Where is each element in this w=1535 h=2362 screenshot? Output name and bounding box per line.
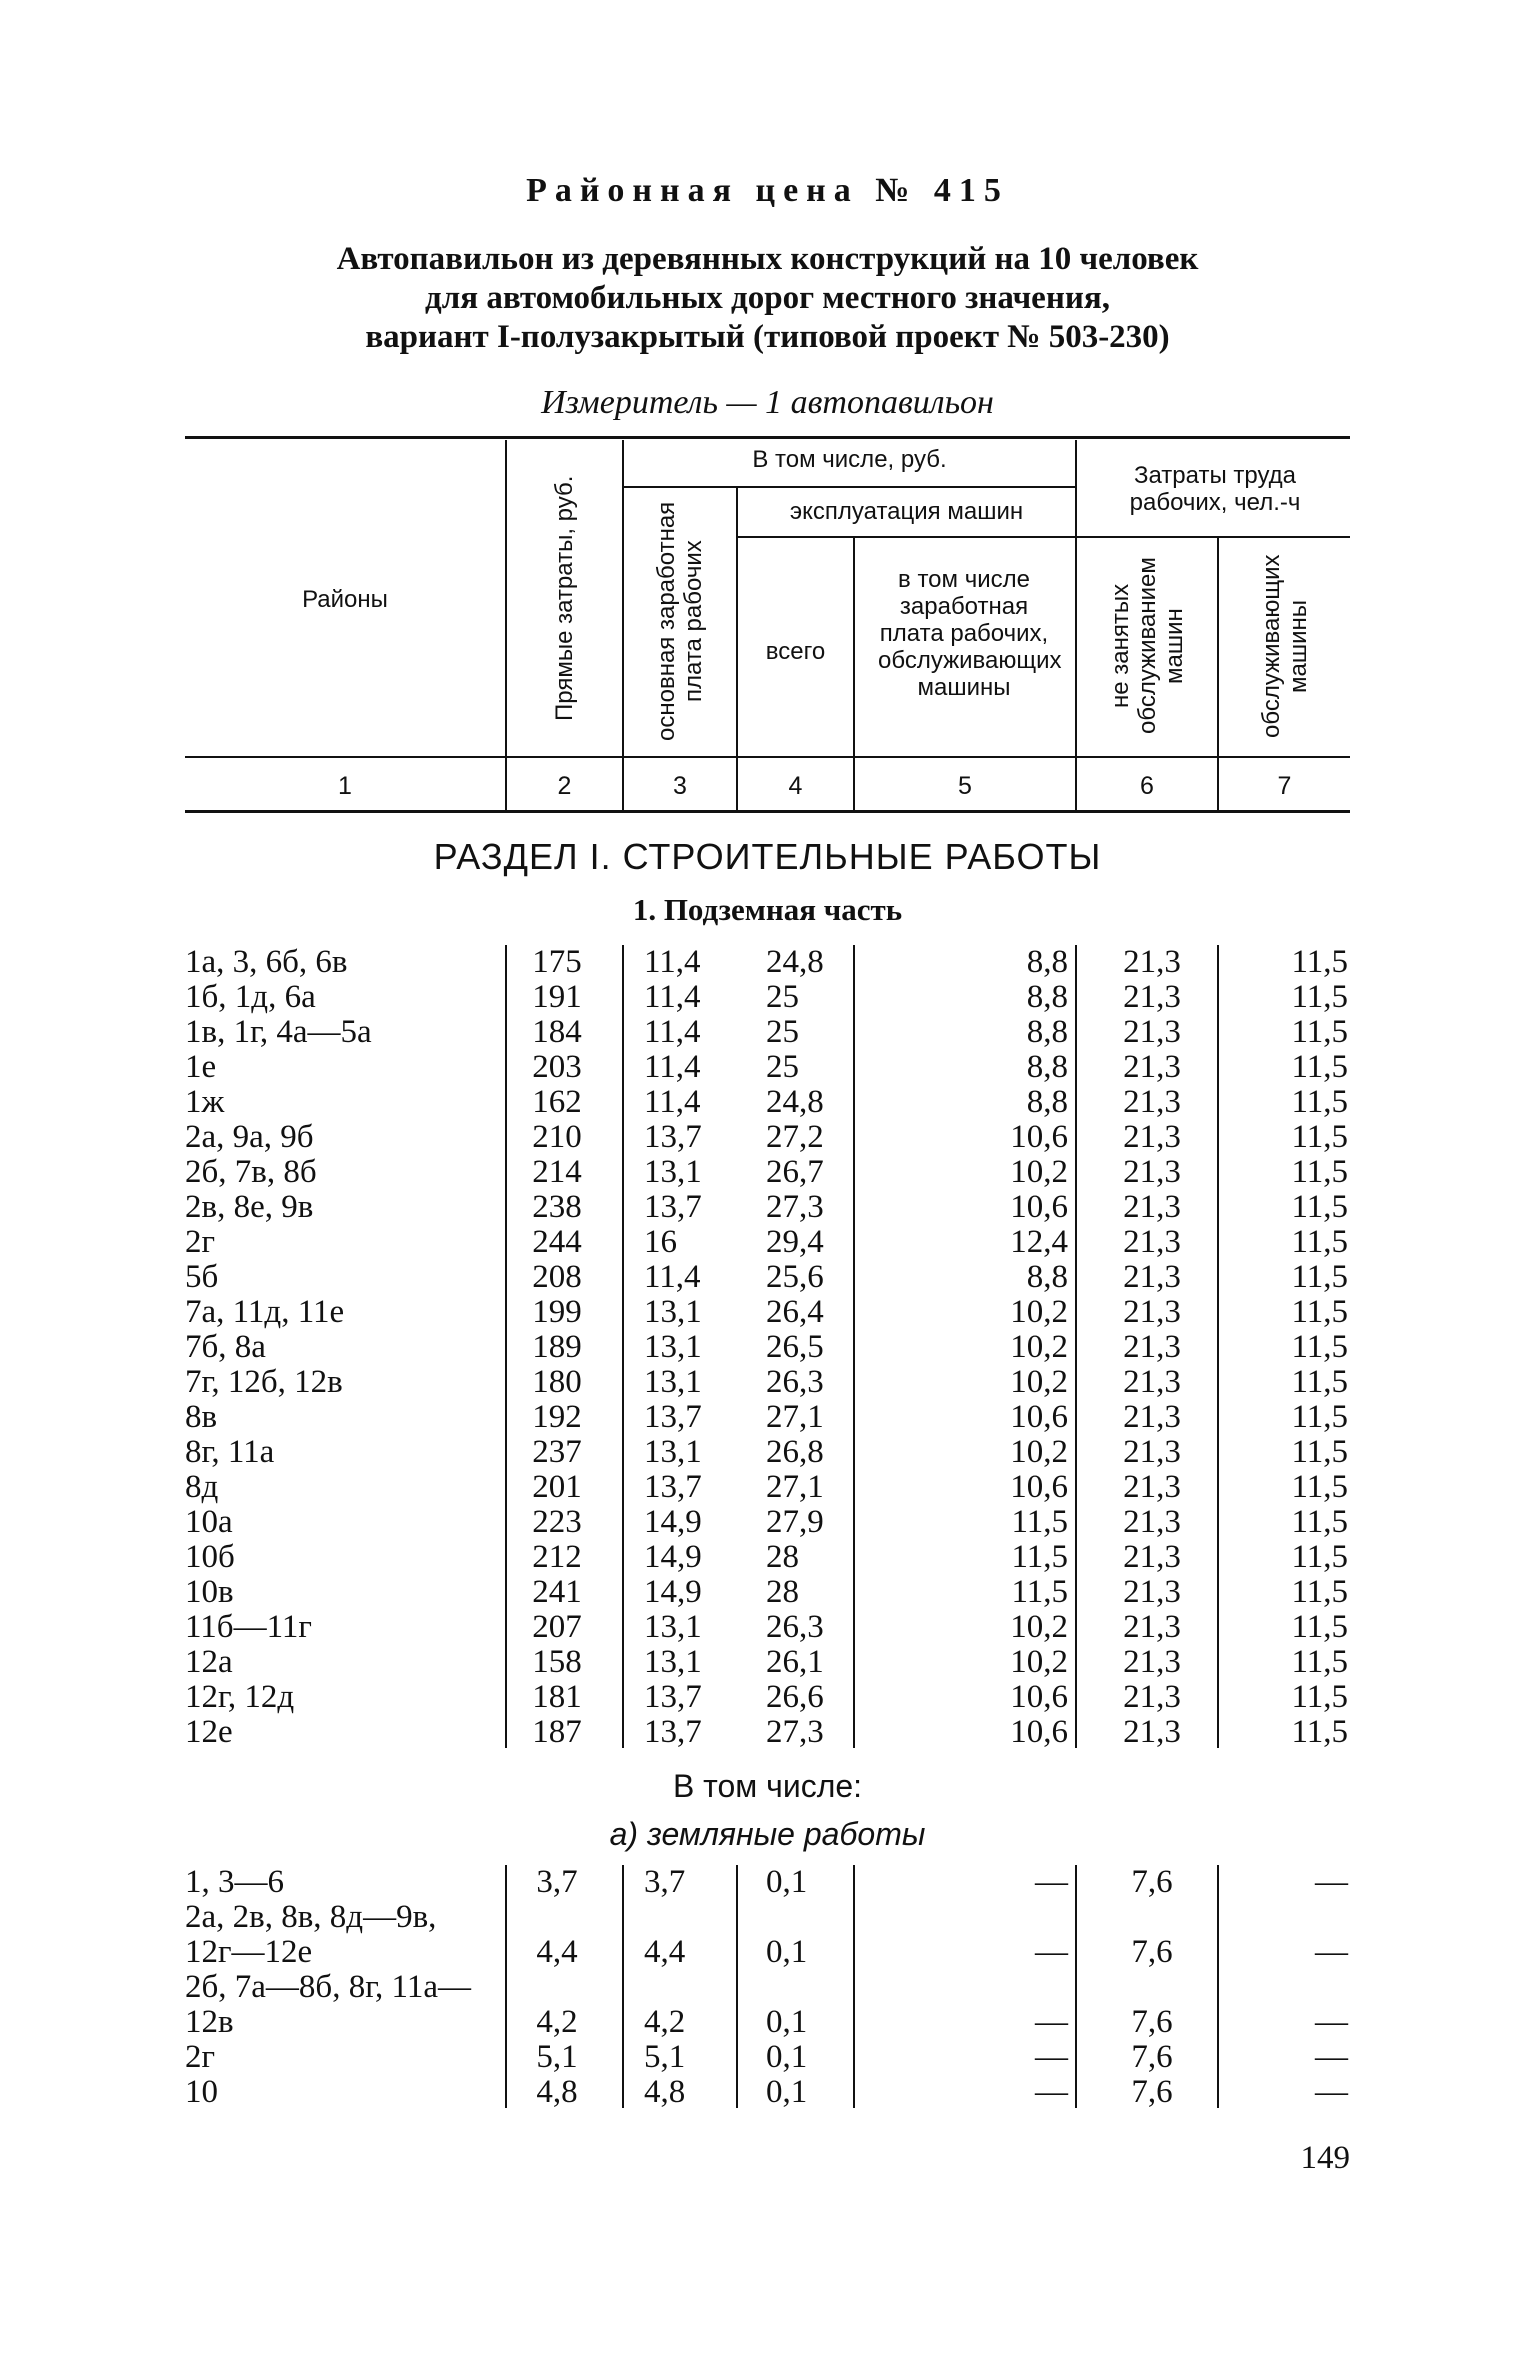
table-row	[0, 1330, 1535, 1365]
row-machine-wage: 11,5	[1011, 1574, 1068, 1610]
header-machine-wage: в том числе заработная плата рабочих, обслуживающих машины	[878, 566, 1062, 701]
row-machines-total: 27,1	[766, 1469, 824, 1505]
row-machine-wage: 10,2	[1010, 1609, 1068, 1645]
row-wage: 13,1	[644, 1294, 702, 1330]
row-machines-total: 27,2	[766, 1119, 824, 1155]
row-labor-machine: 11,5	[1291, 1364, 1348, 1400]
row-labor-not-machine: 21,3	[1123, 1609, 1181, 1645]
row-wage: 11,4	[644, 1014, 701, 1050]
row-labor-not-machine: 21,3	[1123, 1154, 1181, 1190]
column-number: 6	[1140, 772, 1154, 800]
row-machines-total: 0,1	[766, 1864, 808, 1900]
subtitle-line: Автопавильон из деревянных конструкций на 10 человек	[336, 241, 1199, 277]
row-labor-machine: 11,5	[1291, 1679, 1348, 1715]
row-direct-costs: 4,2	[536, 2004, 578, 2040]
row-regions: 1е	[185, 1049, 217, 1085]
row-direct-costs: 199	[532, 1294, 582, 1330]
row-labor-machine: 11,5	[1291, 1189, 1348, 1225]
row-machine-wage: 8,8	[1026, 1084, 1068, 1120]
row-direct-costs: 162	[532, 1084, 582, 1120]
row-machine-wage: 11,5	[1011, 1504, 1068, 1540]
row-direct-costs: 201	[532, 1469, 582, 1505]
row-labor-machine: 11,5	[1291, 1434, 1348, 1470]
row-labor-machine: 11,5	[1291, 1294, 1348, 1330]
row-wage: 13,1	[644, 1154, 702, 1190]
row-machines-total: 0,1	[766, 2004, 808, 2040]
row-machine-wage: 10,6	[1010, 1679, 1068, 1715]
column-number: 3	[673, 772, 687, 800]
row-labor-machine: 11,5	[1291, 1714, 1348, 1750]
row-regions: 8д	[185, 1469, 219, 1505]
table-row	[0, 1295, 1535, 1330]
row-regions: 1, 3—6	[185, 1864, 284, 1900]
row-labor-machine: 11,5	[1291, 1224, 1348, 1260]
table-row	[0, 2075, 1535, 2110]
table-row	[0, 1610, 1535, 1645]
row-machines-total: 25	[766, 1014, 799, 1050]
row-regions: 1в, 1г, 4а—5а	[185, 1014, 372, 1050]
row-direct-costs: 180	[532, 1364, 582, 1400]
row-direct-costs: 244	[532, 1224, 582, 1260]
row-labor-machine: 11,5	[1291, 1119, 1348, 1155]
row-regions: 12е	[185, 1714, 233, 1750]
row-wage: 13,7	[644, 1189, 702, 1225]
row-direct-costs: 237	[532, 1434, 582, 1470]
row-machine-wage: 10,2	[1010, 1154, 1068, 1190]
row-direct-costs: 175	[532, 944, 582, 980]
column-number: 2	[557, 772, 572, 800]
row-machine-wage: 8,8	[1026, 979, 1068, 1015]
column-number: 1	[338, 772, 352, 800]
row-direct-costs: 3,7	[536, 1864, 578, 1900]
row-machine-wage: 10,2	[1010, 1294, 1068, 1330]
table-row	[0, 1155, 1535, 1190]
row-regions: 2а, 9а, 9б	[185, 1119, 314, 1155]
row-wage: 11,4	[644, 944, 701, 980]
row-machine-wage: 8,8	[1026, 1259, 1068, 1295]
header-machine-workers: обслуживающих машины	[1257, 554, 1312, 738]
header-not-machine: не занятых обслуживанием машин	[1106, 557, 1188, 735]
row-machines-total: 29,4	[766, 1224, 824, 1260]
row-machines-total: 26,5	[766, 1329, 824, 1365]
row-direct-costs: 212	[532, 1539, 582, 1575]
table-row	[0, 1120, 1535, 1155]
row-wage: 4,2	[644, 2004, 686, 2040]
row-regions: 1б, 1д, 6а	[185, 979, 316, 1015]
row-direct-costs: 208	[532, 1259, 582, 1295]
row-machines-total: 25,6	[766, 1259, 824, 1295]
row-machines-total: 0,1	[766, 2039, 808, 2075]
table-row	[0, 1260, 1535, 1295]
row-labor-machine: 11,5	[1291, 1014, 1348, 1050]
row-wage: 13,7	[644, 1714, 702, 1750]
row-labor-machine: 11,5	[1291, 1644, 1348, 1680]
row-machine-wage: —	[1035, 1864, 1068, 1900]
row-labor-not-machine: 21,3	[1123, 1224, 1181, 1260]
row-direct-costs: 207	[532, 1609, 582, 1645]
row-machine-wage: 8,8	[1026, 1014, 1068, 1050]
row-machines-total: 24,8	[766, 944, 824, 980]
page-number: 149	[1300, 2140, 1350, 2176]
row-wage: 3,7	[644, 1864, 686, 1900]
row-machine-wage: 10,2	[1010, 1329, 1068, 1365]
row-machine-wage: 8,8	[1026, 1049, 1068, 1085]
header-not-machine-cell	[1077, 538, 1217, 754]
row-regions: 7г, 12б, 12в	[185, 1364, 343, 1400]
row-machines-total: 26,7	[766, 1154, 824, 1190]
row-machine-wage: 10,6	[1010, 1189, 1068, 1225]
row-wage: 11,4	[644, 979, 701, 1015]
header-bottom-rule	[185, 756, 1350, 758]
row-direct-costs: 214	[532, 1154, 582, 1190]
row-labor-machine: —	[1315, 2039, 1348, 2075]
row-direct-costs: 241	[532, 1574, 582, 1610]
row-machine-wage: 10,2	[1010, 1364, 1068, 1400]
row-regions: 2г	[185, 1224, 216, 1260]
row-direct-costs: 191	[532, 979, 582, 1015]
section-title: РАЗДЕЛ I. СТРОИТЕЛЬНЫЕ РАБОТЫ	[433, 836, 1102, 877]
row-direct-costs: 187	[532, 1714, 582, 1750]
row-wage: 13,1	[644, 1329, 702, 1365]
row-regions: 12г, 12д	[185, 1679, 295, 1715]
row-labor-machine: 11,5	[1291, 1259, 1348, 1295]
row-machines-total: 26,1	[766, 1644, 824, 1680]
table-row	[0, 1970, 1535, 2040]
table-row	[0, 1865, 1535, 1900]
table-row	[0, 1645, 1535, 1680]
row-machines-total: 26,3	[766, 1609, 824, 1645]
row-wage: 13,1	[644, 1644, 702, 1680]
row-machines-total: 0,1	[766, 2074, 808, 2110]
row-labor-machine: 11,5	[1291, 1504, 1348, 1540]
row-regions: 2в, 8е, 9в	[185, 1189, 314, 1225]
row-labor-not-machine: 21,3	[1123, 1399, 1181, 1435]
table-row	[0, 1470, 1535, 1505]
table-row	[0, 2040, 1535, 2075]
row-regions: 1а, 3, 6б, 6в	[185, 944, 348, 980]
header-direct-costs: Прямые затраты, руб.	[551, 475, 578, 721]
column-number: 7	[1277, 772, 1292, 800]
row-labor-not-machine: 21,3	[1123, 1574, 1181, 1610]
row-regions: 2б, 7а—8б, 8г, 11а—12в	[185, 1969, 471, 2040]
row-regions: 11б—11г	[185, 1609, 312, 1645]
table-row	[0, 1225, 1535, 1260]
document-title: Районная цена № 415	[526, 172, 1009, 209]
row-labor-machine: 11,5	[1291, 1399, 1348, 1435]
row-machine-wage: 10,2	[1010, 1644, 1068, 1680]
measure-unit: Измеритель — 1 автопавильон	[541, 384, 994, 421]
header-wage: основная заработная плата рабочих	[653, 501, 707, 741]
row-direct-costs: 189	[532, 1329, 582, 1365]
row-wage: 14,9	[644, 1574, 702, 1610]
row-labor-machine: —	[1315, 2074, 1348, 2110]
row-regions: 8в	[185, 1399, 218, 1435]
row-labor-not-machine: 7,6	[1131, 2074, 1173, 2110]
row-regions: 2а, 2в, 8в, 8д—9в, 12г—12е	[185, 1899, 437, 1970]
row-regions: 1ж	[185, 1084, 225, 1120]
table-row	[0, 980, 1535, 1015]
row-labor-machine: 11,5	[1291, 979, 1348, 1015]
row-machines-total: 27,3	[766, 1714, 824, 1750]
header-labor: Затраты труда рабочих, чел.-ч	[1129, 462, 1301, 516]
row-labor-machine: 11,5	[1291, 1154, 1348, 1190]
row-direct-costs: 5,1	[536, 2039, 578, 2075]
row-wage: 14,9	[644, 1504, 702, 1540]
row-regions: 10а	[185, 1504, 233, 1540]
row-machine-wage: —	[1035, 2074, 1068, 2110]
row-labor-machine: 11,5	[1291, 1469, 1348, 1505]
header-wage-cell	[624, 488, 736, 754]
row-direct-costs: 158	[532, 1644, 582, 1680]
row-machines-total: 27,1	[766, 1399, 824, 1435]
row-wage: 13,1	[644, 1434, 702, 1470]
row-labor-not-machine: 7,6	[1131, 2039, 1173, 2075]
row-labor-not-machine: 7,6	[1131, 1864, 1173, 1900]
table-row	[0, 1015, 1535, 1050]
table-row	[0, 1900, 1535, 1970]
row-machines-total: 28	[766, 1539, 799, 1575]
row-wage: 13,7	[644, 1469, 702, 1505]
header-including: В том числе, руб.	[752, 446, 947, 473]
row-labor-not-machine: 21,3	[1123, 1539, 1181, 1575]
column-number: 5	[958, 772, 972, 800]
row-machine-wage: 8,8	[1026, 944, 1068, 980]
group-divider	[736, 536, 1075, 538]
row-machine-wage: 11,5	[1011, 1539, 1068, 1575]
row-wage: 11,4	[644, 1084, 701, 1120]
row-machines-total: 26,8	[766, 1434, 824, 1470]
row-labor-machine: —	[1315, 1934, 1348, 1970]
row-regions: 12а	[185, 1644, 233, 1680]
row-wage: 4,8	[644, 2074, 686, 2110]
row-labor-machine: —	[1315, 2004, 1348, 2040]
row-machine-wage: 10,6	[1010, 1469, 1068, 1505]
table-row	[0, 1050, 1535, 1085]
row-machine-wage: 12,4	[1010, 1224, 1068, 1260]
row-labor-not-machine: 21,3	[1123, 1119, 1181, 1155]
header-machines-total: всего	[765, 638, 826, 665]
row-direct-costs: 223	[532, 1504, 582, 1540]
row-direct-costs: 238	[532, 1189, 582, 1225]
including-subtitle: а) земляные работы	[609, 1816, 926, 1852]
row-labor-not-machine: 21,3	[1123, 944, 1181, 980]
row-regions: 2б, 7в, 8б	[185, 1154, 317, 1190]
row-direct-costs: 4,8	[536, 2074, 578, 2110]
row-machine-wage: —	[1035, 2039, 1068, 2075]
row-labor-machine: 11,5	[1291, 1329, 1348, 1365]
row-wage: 13,1	[644, 1364, 702, 1400]
row-direct-costs: 181	[532, 1679, 582, 1715]
header-direct-costs-cell	[507, 442, 622, 754]
row-direct-costs: 210	[532, 1119, 582, 1155]
row-labor-not-machine: 21,3	[1123, 1259, 1181, 1295]
row-labor-machine: 11,5	[1291, 1084, 1348, 1120]
row-labor-not-machine: 21,3	[1123, 1329, 1181, 1365]
table-row	[0, 1715, 1535, 1750]
row-regions: 10в	[185, 1574, 234, 1610]
row-labor-not-machine: 21,3	[1123, 1469, 1181, 1505]
row-labor-machine: 11,5	[1291, 1574, 1348, 1610]
row-labor-not-machine: 21,3	[1123, 1189, 1181, 1225]
row-labor-not-machine: 21,3	[1123, 1714, 1181, 1750]
row-labor-not-machine: 21,3	[1123, 1644, 1181, 1680]
row-wage: 13,7	[644, 1679, 702, 1715]
row-wage: 11,4	[644, 1259, 701, 1295]
row-machines-total: 26,3	[766, 1364, 824, 1400]
row-machine-wage: 10,6	[1010, 1399, 1068, 1435]
table-row	[0, 1540, 1535, 1575]
table-row	[0, 1435, 1535, 1470]
row-wage: 13,7	[644, 1399, 702, 1435]
row-labor-not-machine: 7,6	[1131, 1934, 1173, 1970]
header-machines: эксплуатация машин	[789, 498, 1024, 525]
row-wage: 14,9	[644, 1539, 702, 1575]
table-row	[0, 1680, 1535, 1715]
table-row	[0, 1365, 1535, 1400]
row-machines-total: 26,4	[766, 1294, 824, 1330]
row-machines-total: 24,8	[766, 1084, 824, 1120]
row-regions: 10	[185, 2074, 218, 2110]
header-top-rule	[185, 436, 1350, 439]
row-labor-machine: 11,5	[1291, 1049, 1348, 1085]
row-labor-not-machine: 21,3	[1123, 1084, 1181, 1120]
row-wage: 13,1	[644, 1609, 702, 1645]
row-machines-total: 25	[766, 1049, 799, 1085]
subtitle-line: вариант I-полузакрытый (типовой проект № 503-230)	[365, 319, 1170, 355]
including-title: В том числе:	[672, 1768, 863, 1804]
subtitle-line: для автомобильных дорог местного значения,	[425, 280, 1110, 316]
table-row	[0, 1505, 1535, 1540]
row-labor-not-machine: 21,3	[1123, 1014, 1181, 1050]
header-regions: Районы	[302, 586, 388, 613]
row-regions: 2г	[185, 2039, 216, 2075]
subsection-title: 1. Подземная часть	[632, 892, 903, 927]
row-machines-total: 26,6	[766, 1679, 824, 1715]
row-direct-costs: 4,4	[536, 1934, 578, 1970]
row-machines-total: 27,9	[766, 1504, 824, 1540]
row-labor-not-machine: 21,3	[1123, 1679, 1181, 1715]
row-machines-total: 28	[766, 1574, 799, 1610]
table-row	[0, 945, 1535, 980]
row-labor-not-machine: 21,3	[1123, 1294, 1181, 1330]
row-labor-not-machine: 21,3	[1123, 1504, 1181, 1540]
row-labor-not-machine: 21,3	[1123, 1364, 1181, 1400]
row-labor-not-machine: 7,6	[1131, 2004, 1173, 2040]
row-direct-costs: 184	[532, 1014, 582, 1050]
row-machine-wage: 10,6	[1010, 1714, 1068, 1750]
row-wage: 11,4	[644, 1049, 701, 1085]
row-machine-wage: —	[1035, 2004, 1068, 2040]
row-labor-machine: 11,5	[1291, 1609, 1348, 1645]
row-regions: 7а, 11д, 11е	[185, 1294, 345, 1330]
table-row	[0, 1190, 1535, 1225]
row-regions: 8г, 11а	[185, 1434, 275, 1470]
row-labor-machine: 11,5	[1291, 1539, 1348, 1575]
table-row	[0, 1400, 1535, 1435]
row-wage: 5,1	[644, 2039, 686, 2075]
table-row	[0, 1085, 1535, 1120]
column-number: 4	[788, 772, 803, 800]
row-labor-not-machine: 21,3	[1123, 979, 1181, 1015]
document-subtitle	[185, 240, 1350, 357]
column-numbers-rule	[185, 810, 1350, 813]
row-labor-machine: 11,5	[1291, 944, 1348, 980]
row-machines-total: 0,1	[766, 1934, 808, 1970]
row-wage: 4,4	[644, 1934, 686, 1970]
row-regions: 5б	[185, 1259, 219, 1295]
row-direct-costs: 192	[532, 1399, 582, 1435]
row-labor-machine: —	[1315, 1864, 1348, 1900]
table-row	[0, 1575, 1535, 1610]
row-regions: 7б, 8а	[185, 1329, 266, 1365]
row-wage: 13,7	[644, 1119, 702, 1155]
row-direct-costs: 203	[532, 1049, 582, 1085]
row-regions: 10б	[185, 1539, 235, 1575]
column-divider	[853, 536, 855, 812]
row-machine-wage: 10,2	[1010, 1434, 1068, 1470]
row-labor-not-machine: 21,3	[1123, 1434, 1181, 1470]
header-machine-workers-cell	[1219, 538, 1350, 754]
row-machines-total: 25	[766, 979, 799, 1015]
row-labor-not-machine: 21,3	[1123, 1049, 1181, 1085]
row-machines-total: 27,3	[766, 1189, 824, 1225]
row-machine-wage: —	[1035, 1934, 1068, 1970]
row-wage: 16	[644, 1224, 677, 1260]
row-machine-wage: 10,6	[1010, 1119, 1068, 1155]
